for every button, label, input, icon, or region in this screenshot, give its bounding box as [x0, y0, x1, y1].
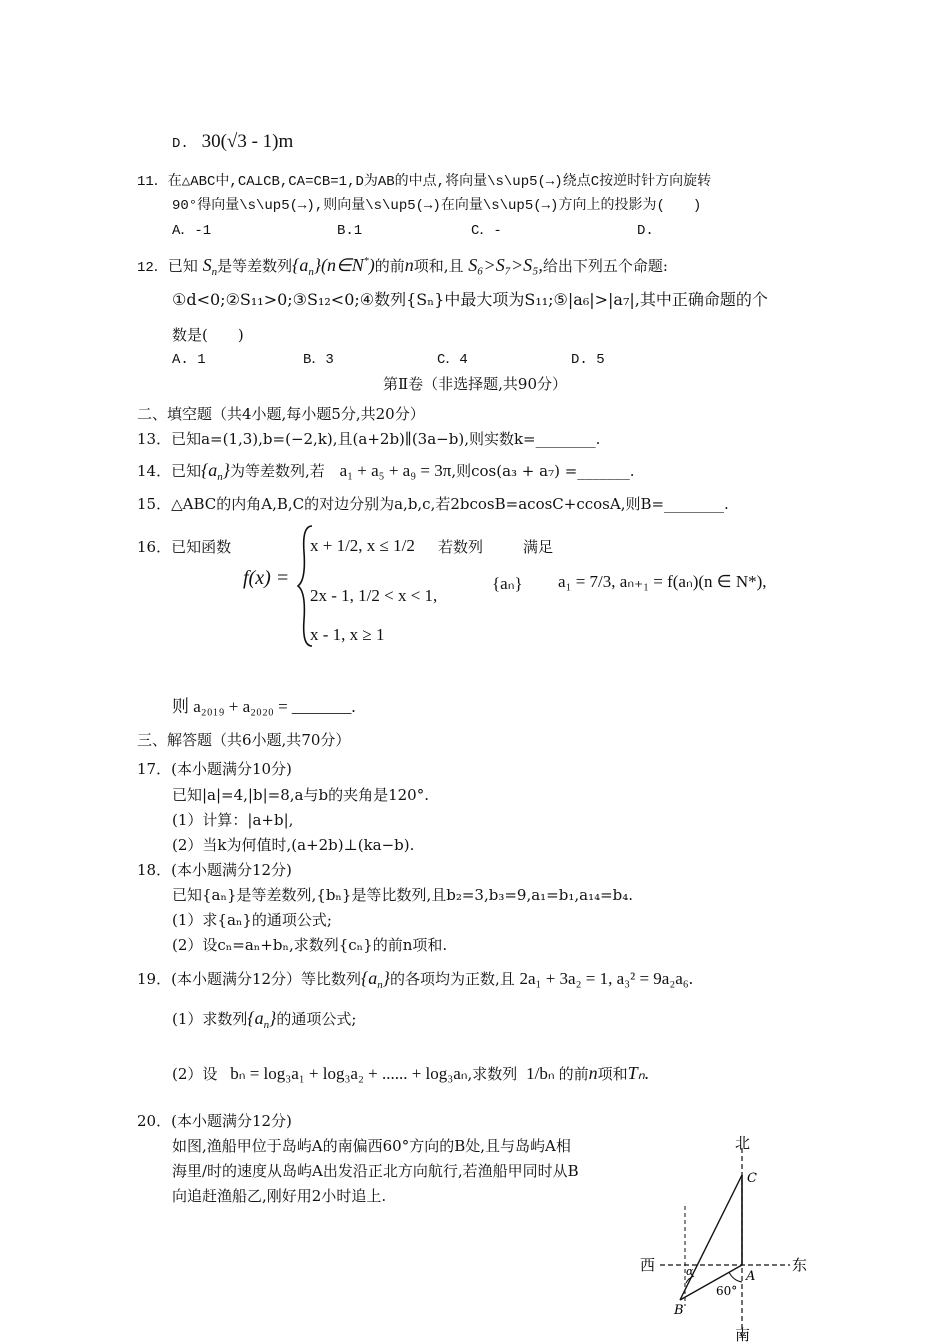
q16-case3: x - 1, x ≥ 1 [310, 625, 385, 644]
q20-line2: 海里/时的速度从岛屿A出发沿正北方向航行,若渔船甲同时从B [172, 1162, 579, 1180]
q13: 13．已知a=(1,3),b=(−2,k),且(a+2b)∥(3a−b),则实数k=________. [137, 430, 601, 448]
q16-condition-a: 若数列 [438, 538, 484, 556]
q14: 14．已知$\{a_n\}$为等差数列,若 a₁ + a₅ + a₉ = 3π,则cos(a₃ + a₇) =_______. [137, 460, 635, 483]
part2-title: 第Ⅱ卷（非选择题,共90分） [382, 375, 568, 393]
point-a-label: A [746, 1269, 756, 1284]
q10-option-d [172, 132, 293, 154]
q19-heading: 19．(本小题满分12分）等比数列$\{a_n\}$的各项均为正数,且 2a₁ + 3a₂ = 1, a₃² = 9a₂a₆. [137, 968, 693, 991]
q12-option-a: A. 1 [172, 352, 206, 368]
q12-option-b: B．3 [303, 352, 334, 368]
q17-line1: 已知|a|=4,|b|=8,a与b的夹角是120°. [172, 786, 429, 804]
section3-heading: 三、解答题（共6小题,共70分） [137, 731, 351, 749]
option-expression: 30(√3 - 1)m [201, 131, 294, 152]
q11-option-b: B.1 [337, 223, 363, 239]
q16-case1: x + 1/2, x ≤ 1/2 [310, 536, 415, 555]
q11-option-d: D. [637, 223, 654, 239]
q11-option-c: C．- [471, 223, 502, 239]
q18-heading: 18．(本小题满分12分) [137, 861, 292, 879]
q18-line2: (1）求{aₙ}的通项公式; [172, 911, 332, 929]
q12-option-d: D. 5 [571, 352, 605, 368]
q16-condition-b: 满足 [523, 538, 554, 556]
q11-line2: 90°得向量\s\up5(→),则向量\s\up5(→)在向量\s\up5(→)方向上的投影为( ) [172, 198, 702, 214]
q18-line3: (2）设cₙ=aₙ+bₙ,求数列{cₙ}的前n项和. [172, 936, 448, 954]
q17-line2: (1）计算：|a+b|, [172, 811, 294, 829]
west-label: 西 [640, 1256, 656, 1274]
q19-part2: (2）设 bₙ = log₃a₁ + log₃a₂ + ...... + log₃aₙ,求数列 1/bₙ 的前n项和Tₙ. [172, 1063, 650, 1083]
q16-intro: 16．已知函数 [137, 538, 232, 556]
q15: 15．△ABC的内角A,B,C的对边分别为a,b,c,若2bcosB=acosC+ccosA,则B=________. [137, 495, 729, 513]
q16-case2: 2x - 1, 1/2 < x < 1, [310, 586, 438, 605]
q12-line1: 12．已知 $S_n$是等差数列$\{a_n\}(n\in N^*)$的前n项和,且 S₆>S₇>S₅,给出下列五个命题: [137, 255, 668, 278]
east-label: 东 [792, 1256, 808, 1274]
q11-line1: 11．在△ABC中,CA⊥CB,CA=CB=1,D为AB的中点,将向量\s\up5(→)绕点C按逆时针方向旋转 [137, 174, 712, 190]
alpha-label: α [686, 1265, 694, 1278]
q12-line3: 数是( ) [172, 326, 244, 344]
section2-heading: 二、填空题（共4小题,每小题5分,共20分） [137, 405, 425, 423]
q20-line3: 向追赶渔船乙,刚好用2小时追上. [172, 1187, 387, 1205]
q16-sequence: {aₙ} [492, 574, 523, 593]
q12-propositions: ①d<0;②S₁₁>0;③S₁₂<0;④数列{Sₙ}中最大项为S₁₁;⑤|a₆|>|a₇|,其中正确命题的个 [172, 290, 768, 309]
angle-label: 60° [716, 1284, 738, 1298]
q20-heading: 20．(本小题满分12分) [137, 1112, 292, 1130]
q16-function-name: f(x) = [243, 567, 290, 589]
option-label: D. [172, 136, 189, 152]
south-label: 南 [735, 1326, 751, 1344]
q16-recurrence: a₁ = 7/3, aₙ₊₁ = f(aₙ)(n ∈ N*), [558, 572, 767, 591]
q16-ask: 则 a₂₀₁₉ + a₂₀₂₀ = _______. [172, 697, 356, 716]
north-label: 北 [735, 1134, 751, 1152]
q11-option-a: A．-1 [172, 223, 212, 239]
q18-line1: 已知{aₙ}是等差数列,{bₙ}是等比数列,且b₂=3,b₃=9,a₁=b₁,a₁₄=b₄. [172, 886, 634, 904]
q19-part1: (1）求数列$\{a_n\}$的通项公式; [172, 1008, 357, 1031]
point-b-label: B [674, 1303, 684, 1318]
q20-navigation-figure [630, 1128, 820, 1344]
q20-line1: 如图,渔船甲位于岛屿A的南偏西60°方向的B处,且与岛屿A相 [172, 1137, 571, 1155]
point-c-label: C [747, 1171, 757, 1186]
q17-line3: (2）当k为何值时,(a+2b)⊥(ka−b). [172, 836, 415, 854]
q12-option-c: C．4 [437, 352, 468, 368]
q17-heading: 17．(本小题满分10分) [137, 760, 292, 778]
